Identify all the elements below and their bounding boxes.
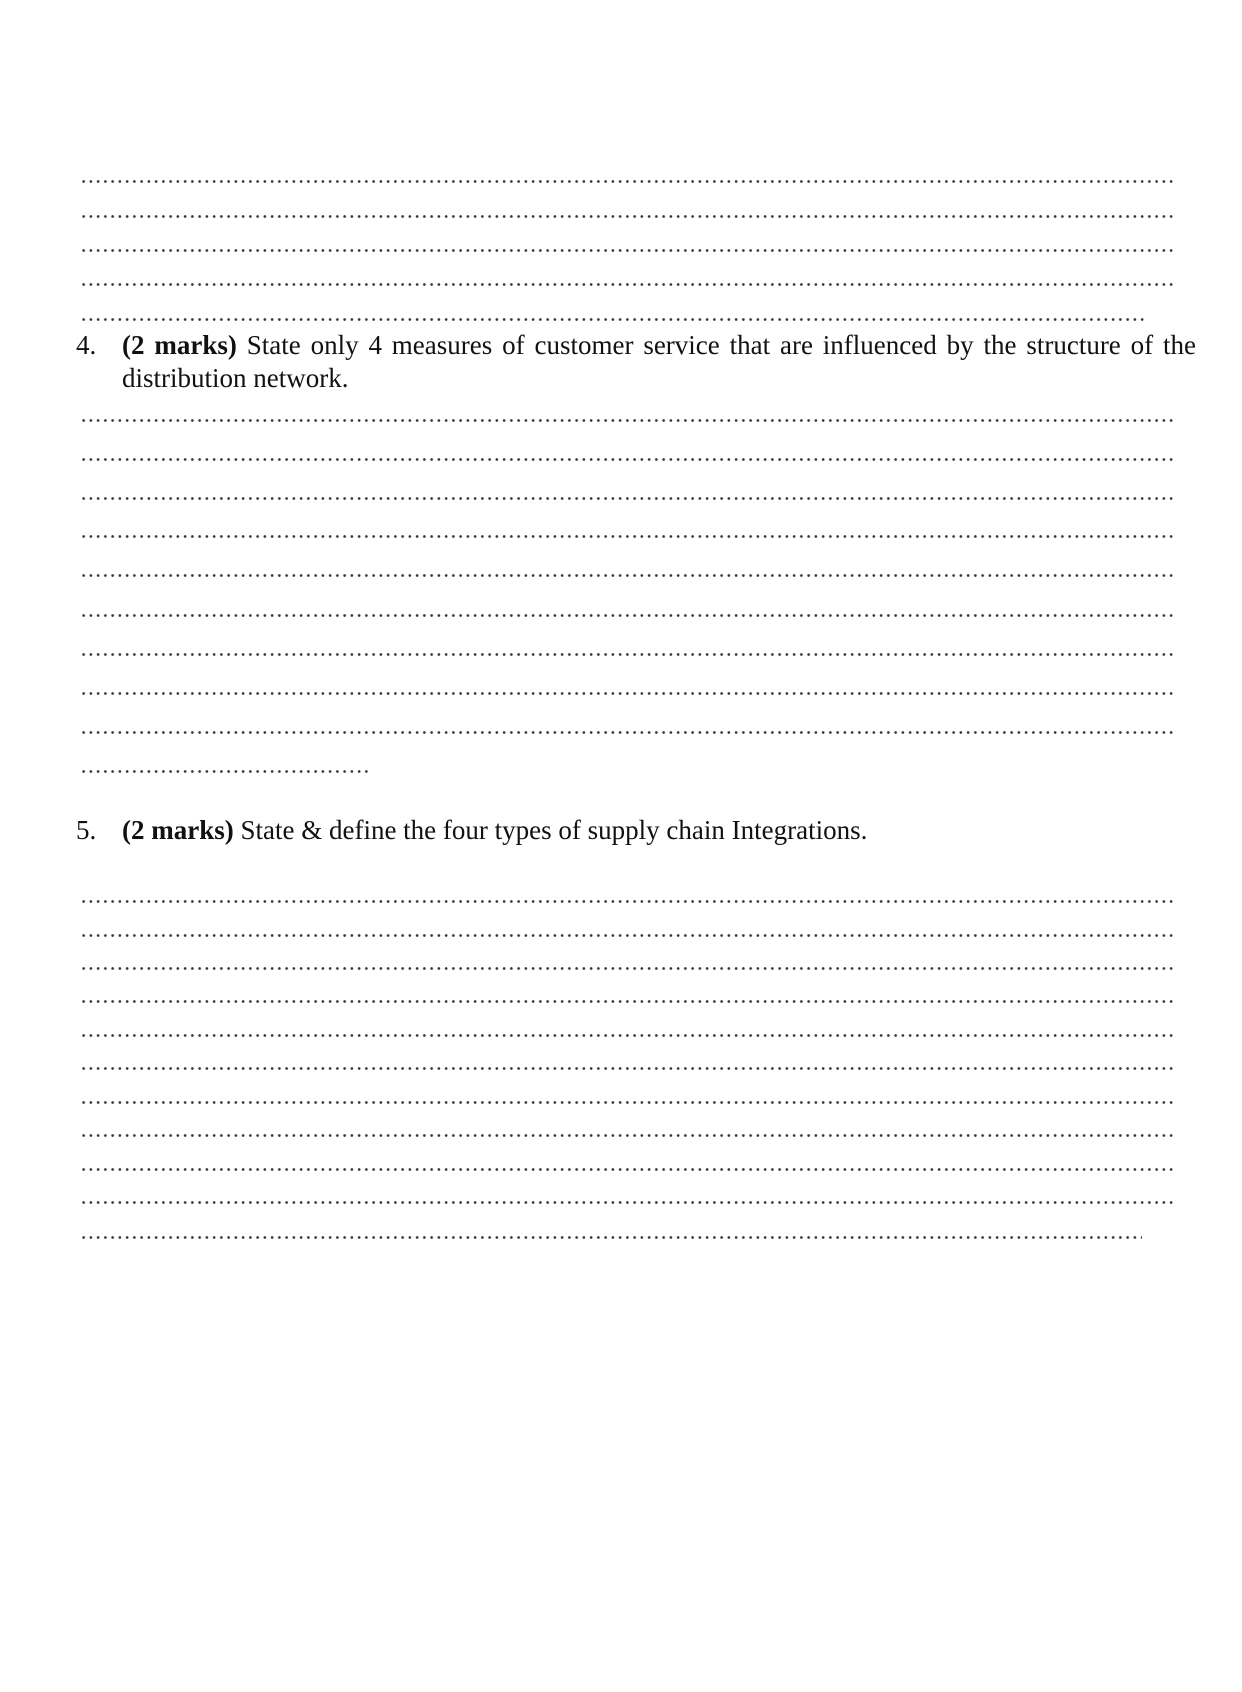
- question-text: [122, 329, 1196, 395]
- answer-line: [80, 934, 1174, 937]
- question-prompt: State only 4 measures of customer service that are influenced by the structure of the distribution network.: [122, 330, 1196, 393]
- answer-line: [80, 180, 1174, 183]
- answer-line: [80, 1101, 1174, 1104]
- answer-line: [80, 249, 1174, 252]
- answer-line: [80, 215, 1174, 218]
- answer-line: [80, 419, 1174, 422]
- answer-line: [80, 1236, 1142, 1239]
- question-number: 5.: [76, 815, 97, 845]
- answer-line: [80, 1034, 1174, 1037]
- answer-line: [80, 1201, 1174, 1204]
- answer-line: [80, 535, 1174, 538]
- answer-line: [80, 1067, 1174, 1070]
- answer-line: [80, 283, 1174, 286]
- question-prompt: State & define the four types of supply chain Integrations.: [233, 815, 868, 845]
- answer-line: [80, 900, 1174, 903]
- answer-line: [80, 458, 1174, 461]
- answer-line: [80, 653, 1174, 656]
- question-marks: (2 marks): [122, 815, 234, 845]
- answer-line: [80, 1134, 1174, 1137]
- answer-line: [80, 1000, 1174, 1003]
- answer-line: [80, 967, 1174, 970]
- answer-line: [80, 1168, 1174, 1171]
- answer-line: [80, 614, 1174, 617]
- question-text: [122, 814, 1196, 847]
- question-4: [76, 329, 1196, 395]
- question-number: 4.: [76, 330, 97, 360]
- answer-line: [80, 497, 1174, 500]
- answer-line: [80, 318, 1145, 321]
- question-marks: (2 marks): [122, 330, 237, 360]
- question-5: [76, 814, 1196, 847]
- answer-line: [80, 692, 1174, 695]
- answer-line: [80, 574, 1174, 577]
- answer-line: [80, 770, 370, 773]
- answer-line: [80, 731, 1174, 734]
